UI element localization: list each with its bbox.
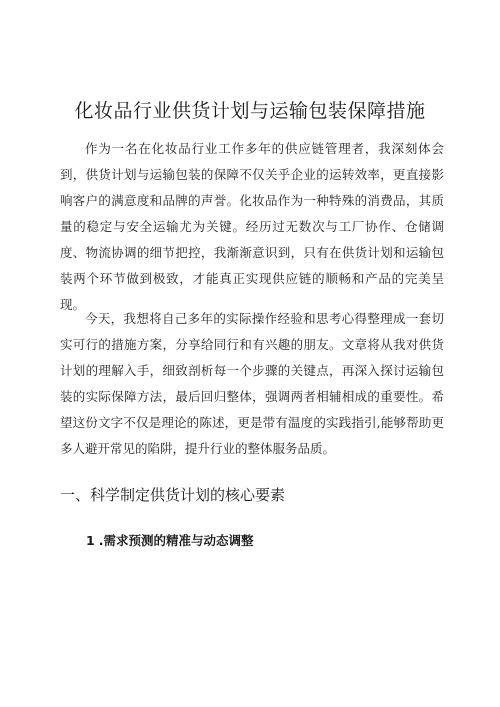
sub-heading-text: .需求预测的精准与动态调整 xyxy=(98,533,254,548)
body-paragraph: 今天，我想将自己多年的实际操作经验和思考心得整理成一套切实可行的措施方案，分享给同行和有兴趣的朋友。文章将从我对供货计划的理解入手，细致剖析每一个步骤的关键点，再深入探讨运输包装的实际保障方法，最后回归整体，强调两者相辅相成的重要性。希望这份文字不仅是理论的陈述，更是带有温度的实践指引,能够帮助更多人避开常见的陷阱，提升行业的整体服务品质。 xyxy=(60,311,444,456)
sub-heading xyxy=(86,531,253,549)
document-title: 化妆品行业供货计划与运输包装保障措施 xyxy=(74,100,426,122)
sub-heading-number: 1 xyxy=(86,533,95,548)
section-heading: 一、科学制定供货计划的核心要素 xyxy=(60,486,286,504)
intro-paragraph: 作为一名在化妆品行业工作多年的供应链管理者，我深刻体会到，供货计划与运输包装的保障不仅关乎企业的运转效率，更直接影响客户的满意度和品牌的声誉。化妆品作为一种特殊的消费品，其质量的稳定与安全运输尤为关键。经历过无数次与工厂协作、仓储调度、物流协调的细节把控，我渐渐意识到，只有在供货计划和运输包装两个环节做到极致，才能真正实现供应链的顺畅和产品的完美呈现。 xyxy=(60,141,444,312)
